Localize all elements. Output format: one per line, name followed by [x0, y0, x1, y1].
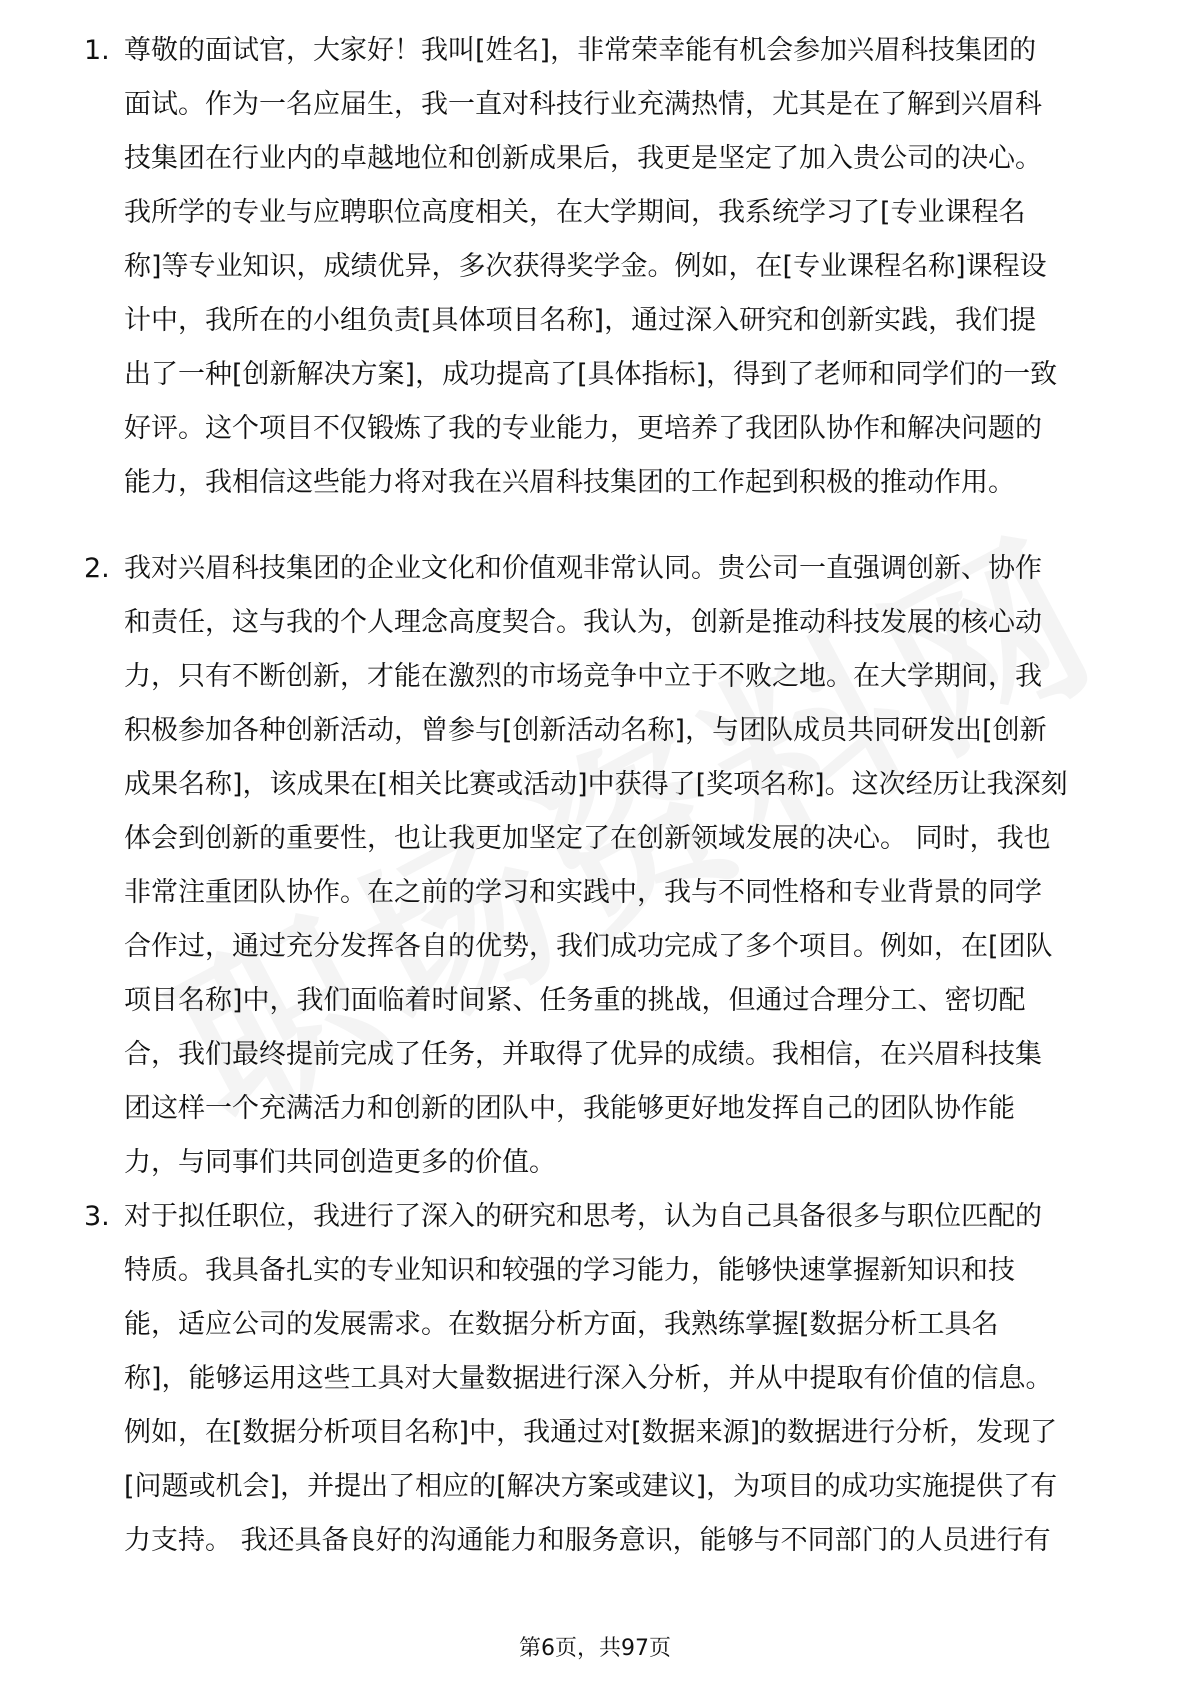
paragraph-line: 能，适应公司的发展需求。在数据分析方面，我熟练掌握[数据分析工具名 [124, 1309, 999, 1340]
paragraph-line: 我对兴眉科技集团的企业文化和价值观非常认同。贵公司一直强调创新、协作 [124, 553, 1042, 584]
paragraph-line: 尊敬的面试官，大家好！我叫[姓名]，非常荣幸能有机会参加兴眉科技集团的 [124, 35, 1037, 66]
paragraph-line: 好评。这个项目不仅锻炼了我的专业能力，更培养了我团队协作和解决问题的 [124, 413, 1042, 444]
paragraph-line: 技集团在行业内的卓越地位和创新成果后，我更是坚定了加入贵公司的决心。 [124, 143, 1042, 174]
paragraph-line: 能力，我相信这些能力将对我在兴眉科技集团的工作起到积极的推动作用。 [124, 467, 1015, 498]
page-footer: 第6页，共97页 [519, 1636, 671, 1661]
paragraph-line: 称]等专业知识，成绩优异，多次获得奖学金。例如，在[专业课程名称]课程设 [124, 251, 1047, 282]
paragraph-line: 对于拟任职位，我进行了深入的研究和思考，认为自己具备很多与职位匹配的 [124, 1201, 1042, 1232]
paragraph-line: 计中，我所在的小组负责[具体项目名称]，通过深入研究和创新实践，我们提 [124, 305, 1037, 336]
paragraph-line: 力，与同事们共同创造更多的价值。 [124, 1147, 556, 1178]
list-number: 2. [84, 553, 110, 584]
paragraph-line: 成果名称]，该成果在[相关比赛或活动]中获得了[奖项名称]。这次经历让我深刻 [124, 769, 1068, 800]
paragraph-line: 和责任，这与我的个人理念高度契合。我认为，创新是推动科技发展的核心动 [124, 607, 1042, 638]
paragraph-line: 非常注重团队协作。在之前的学习和实践中，我与不同性格和专业背景的同学 [124, 877, 1042, 908]
paragraph-line: [问题或机会]，并提出了相应的[解决方案或建议]，为项目的成功实施提供了有 [124, 1471, 1058, 1502]
paragraph-line: 特质。我具备扎实的专业知识和较强的学习能力，能够快速掌握新知识和技 [124, 1255, 1015, 1286]
paragraph-line: 力支持。 我还具备良好的沟通能力和服务意识，能够与不同部门的人员进行有 [124, 1525, 1051, 1556]
paragraph-line: 面试。作为一名应届生，我一直对科技行业充满热情，尤其是在了解到兴眉科 [124, 89, 1042, 120]
paragraph-line: 团这样一个充满活力和创新的团队中，我能够更好地发挥自己的团队协作能 [124, 1093, 1015, 1124]
paragraph-line: 出了一种[创新解决方案]，成功提高了[具体指标]，得到了老师和同学们的一致 [124, 359, 1058, 390]
paragraph-line: 项目名称]中，我们面临着时间紧、任务重的挑战，但通过合理分工、密切配 [124, 985, 1026, 1016]
paragraph-line: 我所学的专业与应聘职位高度相关，在大学期间，我系统学习了[专业课程名 [124, 197, 1026, 228]
list-number: 3. [84, 1201, 110, 1232]
paragraph-line: 积极参加各种创新活动，曾参与[创新活动名称]，与团队成员共同研发出[创新 [124, 715, 1047, 746]
paragraph-line: 例如，在[数据分析项目名称]中，我通过对[数据来源]的数据进行分析，发现了 [124, 1417, 1058, 1448]
paragraph-line: 体会到创新的重要性，也让我更加坚定了在创新领域发展的决心。 同时，我也 [124, 823, 1051, 854]
paragraph-line: 称]，能够运用这些工具对大量数据进行深入分析，并从中提取有价值的信息。 [124, 1363, 1053, 1394]
paragraph-line: 力，只有不断创新，才能在激烈的市场竞争中立于不败之地。在大学期间，我 [124, 661, 1042, 692]
paragraph-line: 合作过，通过充分发挥各自的优势，我们成功完成了多个项目。例如，在[团队 [124, 931, 1053, 962]
list-number: 1. [84, 35, 110, 66]
paragraph-line: 合，我们最终提前完成了任务，并取得了优异的成绩。我相信，在兴眉科技集 [124, 1039, 1042, 1070]
